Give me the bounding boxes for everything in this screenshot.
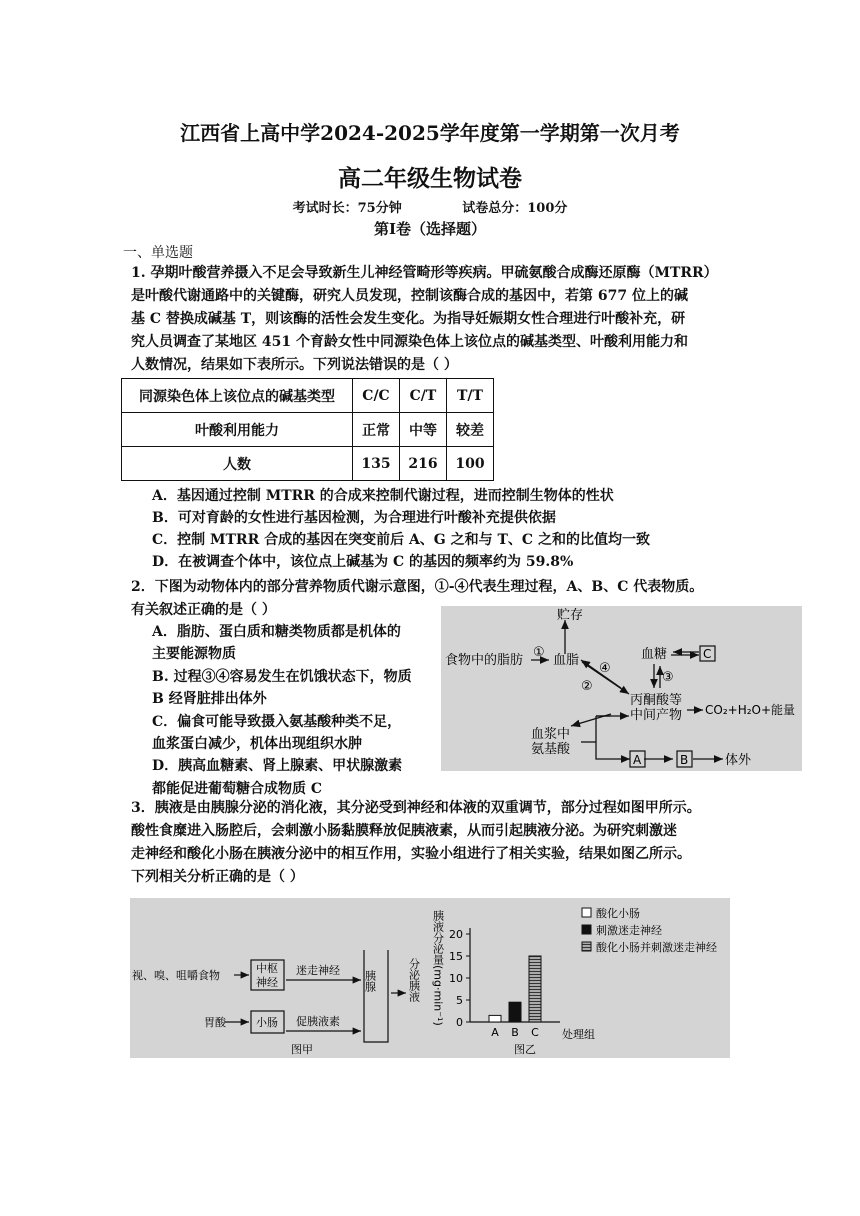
outside-label: 体外 <box>725 753 752 768</box>
q1-option-c: C．控制 MTRR 合成的基因在突变前后 A、G 之和与 T、C 之和的比值均一致 <box>152 532 650 548</box>
stimulus-label: 视、嗅、咀嚼食物 <box>132 969 220 982</box>
process-1: ① <box>533 645 545 660</box>
q3-line: 走神经和酸化小肠在胰液分泌中的相互作用，实验小组进行了相关实验，结果如图乙所示。 <box>131 846 691 862</box>
y-tick-label: 10 <box>449 972 463 985</box>
legend-label: 酸化小肠并刺激迷走神经 <box>596 941 717 954</box>
y-tick-label: 20 <box>449 928 463 941</box>
product-label: CO₂+H₂O+能量 <box>705 703 796 717</box>
q2-option-b-cont: B 经肾脏排出体外 <box>152 691 267 708</box>
bar-b <box>509 1002 521 1022</box>
exam-total: 试卷总分：100分 <box>462 201 568 216</box>
q2-option-d: D．胰高血糖素、肾上腺素、甲状腺激素 <box>152 758 403 775</box>
table-row <box>122 447 494 481</box>
y-tick-label: 15 <box>449 950 463 963</box>
q1-option-b: B．可对育龄的女性进行基因检测，为合理进行叶酸补充提供依据 <box>152 510 556 526</box>
table-cell: 人数 <box>122 447 353 481</box>
plasma-label: 血浆中 <box>531 727 571 742</box>
part-title: 第Ⅰ卷（选择题） <box>373 220 487 238</box>
b-label: B <box>680 753 689 767</box>
q2-option-a-cont: 主要能源物质 <box>152 646 236 663</box>
y-tick-label: 5 <box>456 994 463 1007</box>
pancreas-figure <box>130 898 730 1058</box>
q2-option-c-cont: 血浆蛋白减少，机体出现组织水肿 <box>152 736 362 753</box>
secretin-label: 促胰液素 <box>296 1015 340 1028</box>
metabolism-svg <box>441 606 802 771</box>
table-cell: 正常 <box>353 413 400 447</box>
q1-options <box>152 485 650 573</box>
x-tick-label: B <box>511 1026 519 1039</box>
q3-line: 酸性食糜进入肠腔后，会刺激小肠黏膜释放促胰液素，从而引起胰液分泌。为研究刺激迷 <box>131 823 677 839</box>
q1-line: 究人员调查了某地区 451 个育龄女性中同源染色体上该位点的碱基类型、叶酸利用能力和 <box>131 334 688 350</box>
q2-option-c: C．偏食可能导致摄入氨基酸种类不足， <box>152 713 402 730</box>
legend-swatch <box>582 942 591 951</box>
pancreas-label: 胰腺 <box>363 970 377 992</box>
chart-legend <box>582 906 717 954</box>
q2-option-a: A．脂肪、蛋白质和糖类物质都是机体的 <box>152 624 401 640</box>
table-cell: 216 <box>400 447 447 481</box>
x-tick-label: C <box>531 1026 539 1039</box>
a-label: A <box>633 753 642 767</box>
q1-line: 1. 孕期叶酸营养摄入不足会导致新生儿神经管畸形等疾病。甲硫氨酸合成酶还原酶（MTRR） <box>131 265 718 281</box>
exam-duration: 考试时长：75分钟 <box>292 201 402 216</box>
q1-line: 基 C 替换成碱基 T，则该酶的活性会发生变化。为指导妊娠期女性合理进行叶酸补充，研 <box>131 311 686 327</box>
fig-a-caption: 图甲 <box>291 1043 313 1056</box>
fig-b-caption: 图乙 <box>514 1043 536 1056</box>
q1-line: 人数情况，结果如下表所示。下列说法错误的是（ ） <box>131 357 458 373</box>
intermediate-label: 中间产物 <box>630 708 683 723</box>
amino-acid-label: 氨基酸 <box>531 742 571 757</box>
process-2: ② <box>581 679 593 694</box>
q1-option-a: A．基因通过控制 MTRR 的合成来控制代谢过程，进而控制生物体的性状 <box>152 488 614 504</box>
table-row <box>122 379 494 413</box>
pancreas-svg <box>130 898 730 1058</box>
table-cell: C/C <box>353 379 400 413</box>
center-label-1: 中枢 <box>256 962 278 975</box>
legend-swatch <box>582 925 591 934</box>
table-cell: T/T <box>447 379 494 413</box>
q2-line: 2．下图为动物体内的部分营养物质代谢示意图，①-④代表生理过程，A、B、C 代表物质。 <box>131 579 704 595</box>
vagus-label: 迷走神经 <box>296 964 340 977</box>
table-cell: 同源染色体上该位点的碱基类型 <box>122 379 353 413</box>
y-tick-label: 0 <box>456 1016 463 1029</box>
metabolism-diagram <box>441 606 802 771</box>
c-label: C <box>703 647 712 661</box>
secrete-label: 分泌胰液 <box>407 958 421 1002</box>
q2-options <box>152 621 412 800</box>
q2-option-b: B. 过程③④容易发生在饥饿状态下，物质 <box>152 668 412 685</box>
q2-line: 有关叙述正确的是（ ） <box>131 602 276 618</box>
blood-sugar-label: 血糖 <box>641 647 668 662</box>
q2-option-d-cont: 都能促进葡萄糖合成物质 C <box>152 780 323 797</box>
pyruvate-label: 丙酮酸等 <box>630 693 683 708</box>
q1-stem <box>131 262 731 377</box>
acid-label: 胃酸 <box>204 1016 226 1029</box>
legend-label: 酸化小肠 <box>596 907 640 920</box>
center-label-2: 神经 <box>256 976 278 989</box>
q1-table <box>121 378 494 481</box>
legend-label: 刺激迷走神经 <box>596 924 662 937</box>
exam-meta <box>0 197 860 216</box>
process-4: ④ <box>599 661 611 676</box>
legend-swatch <box>582 908 591 917</box>
exam-title: 江西省上高中学2024-2025学年度第一学期第一次月考 <box>180 121 680 145</box>
section-title: 一、单选题 <box>123 245 193 261</box>
table-cell: 中等 <box>400 413 447 447</box>
x-axis-label: 处理组 <box>562 1028 595 1041</box>
bar-chart <box>449 928 560 1039</box>
intestine-label: 小肠 <box>256 1016 278 1029</box>
q1-line: 是叶酸代谢通路中的关键酶，研究人员发现，控制该酶合成的基因中，若第 677 位上的碱 <box>131 288 688 304</box>
q3-line: 下列相关分析正确的是（ ） <box>131 869 304 885</box>
bar-c <box>529 956 541 1022</box>
q3-stem <box>131 797 751 889</box>
table-cell: 较差 <box>447 413 494 447</box>
q1-option-d: D．在被调查个体中，该位点上碱基为 C 的基因的频率约为 59.8% <box>152 554 574 570</box>
food-fat-label: 食物中的脂肪 <box>445 653 524 668</box>
x-tick-label: A <box>491 1026 499 1039</box>
table-cell: 100 <box>447 447 494 481</box>
table-cell: 135 <box>353 447 400 481</box>
table-row <box>122 413 494 447</box>
q3-line: 3．胰液是由胰腺分泌的消化液，其分泌受到神经和体液的双重调节，部分过程如图甲所示。 <box>131 800 701 816</box>
table-cell: C/T <box>400 379 447 413</box>
y-axis-label: 胰液分泌量(mg·min⁻¹) <box>431 910 445 1026</box>
blood-fat-label: 血脂 <box>553 653 580 668</box>
storage-label: 贮存 <box>557 608 584 623</box>
process-3: ③ <box>662 670 674 685</box>
bar-a <box>489 1015 501 1022</box>
table-cell: 叶酸利用能力 <box>122 413 353 447</box>
pancreas-box <box>364 950 388 1042</box>
exam-subtitle: 高二年级生物试卷 <box>338 165 522 192</box>
